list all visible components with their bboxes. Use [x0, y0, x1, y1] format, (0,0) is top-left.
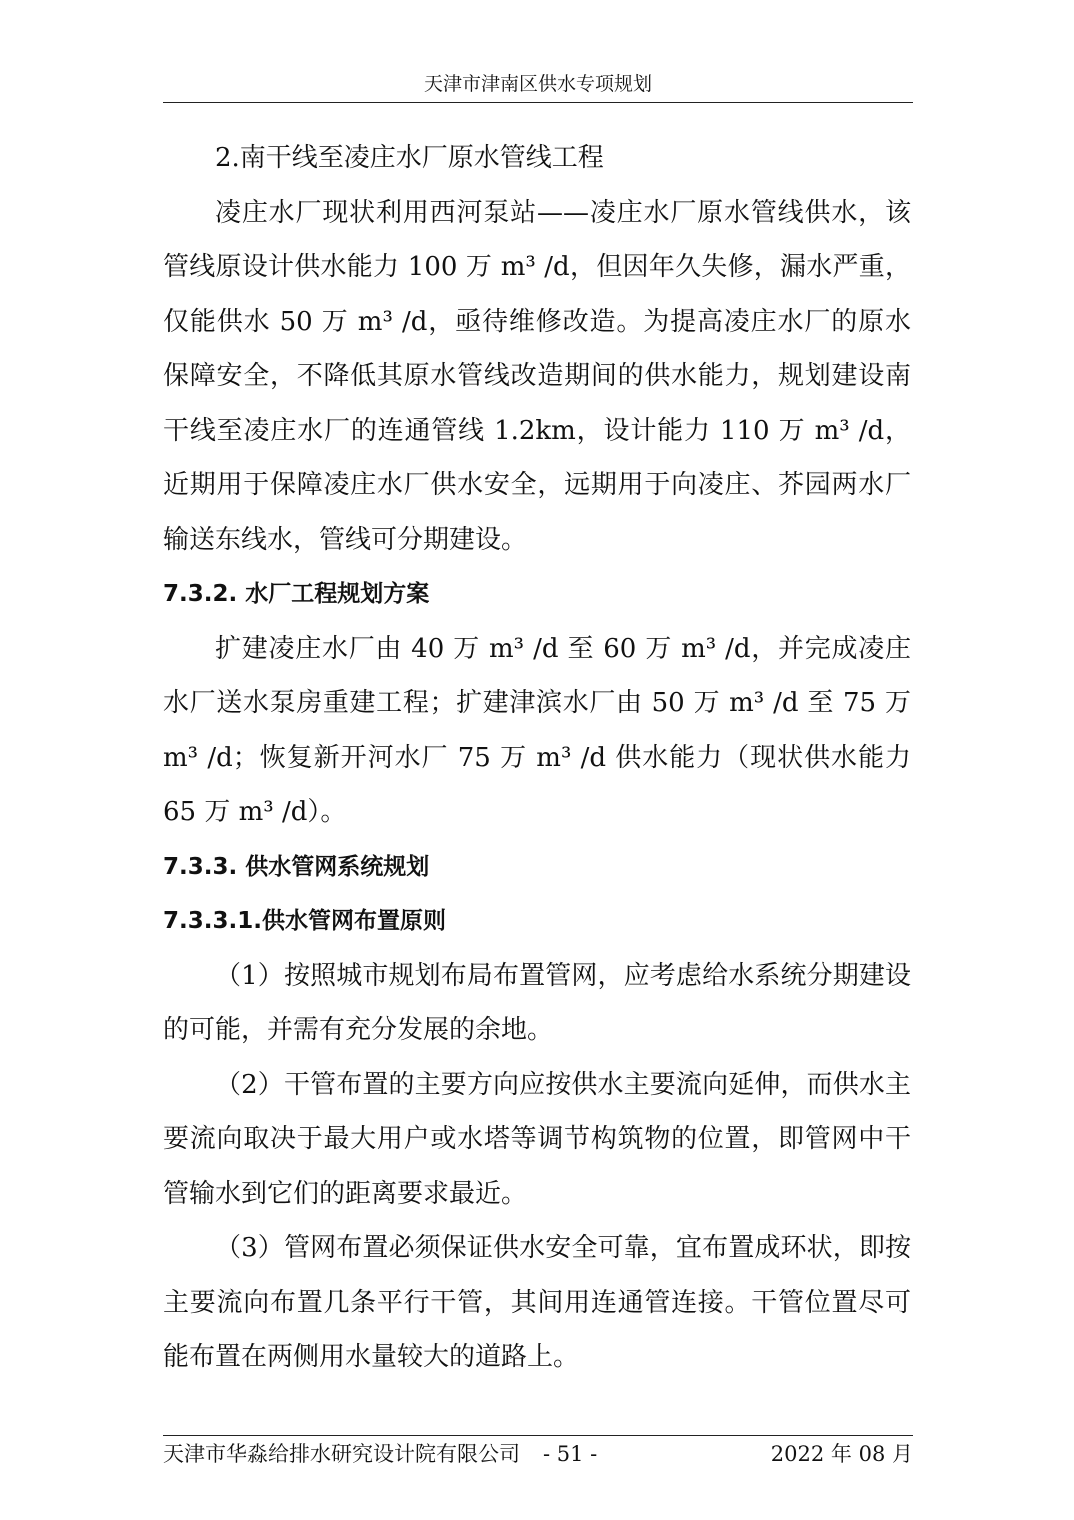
principle-3: （3）管网布置必须保证供水安全可靠，宜布置成环状，即按主要流向布置几条平行干管，其间用连通管连接。干管位置尽可能布置在两侧用水量较大的道路上。: [163, 1233, 911, 1372]
principle-1: （1）按照城市规划布局布置管网，应考虑给水系统分期建设的可能，并需有充分发展的余地。: [163, 960, 911, 1045]
section-heading-7-3-2: 7.3.2. 水厂工程规划方案: [163, 581, 430, 607]
page-header: 天津市津南区供水专项规划: [423, 73, 652, 95]
document-body: [163, 131, 911, 1385]
item2-title: 2.南干线至凌庄水厂原水管线工程: [215, 143, 604, 173]
section-heading-7-3-3-1: 7.3.3.1.供水管网布置原则: [163, 908, 446, 934]
footer-page-number: - 51 -: [543, 1442, 598, 1466]
section-7-3-2-paragraph: 扩建凌庄水厂由 40 万 m³ /d 至 60 万 m³ /d，并完成凌庄水厂送水泵房重建工程；扩建津滨水厂由 50 万 m³ /d 至 75 万 m³ /d；恢复新开河水厂 75 万 m³ /d 供水能力（现状供水能力 65 万 m³ /d）。: [163, 633, 911, 827]
footer-divider: [163, 1435, 913, 1436]
item2-paragraph: 凌庄水厂现状利用西河泵站——凌庄水厂原水管线供水，该管线原设计供水能力 100 万 m³ /d，但因年久失修，漏水严重，仅能供水 50 万 m³ /d，亟待维修改造。为提高凌庄水厂的原水保障安全，不降低其原水管线改造期间的供水能力，规划建设南干线至凌庄水厂的连通管线 1.2km，设计能力 110 万 m³ /d，近期用于保障凌庄水厂供水安全，远期用于向凌庄、芥园两水厂输送东线水，管线可分期建设。: [163, 197, 911, 555]
principle-2: （2）干管布置的主要方向应按供水主要流向延伸，而供水主要流向取决于最大用户或水塔等调节构筑物的位置，即管网中干管输水到它们的距离要求最近。: [163, 1069, 911, 1209]
footer-company: 天津市华淼给排水研究设计院有限公司: [163, 1442, 520, 1466]
header-divider: [163, 102, 913, 103]
section-heading-7-3-3: 7.3.3. 供水管网系统规划: [163, 853, 430, 880]
footer-date: 2022 年 08 月: [770, 1442, 913, 1466]
